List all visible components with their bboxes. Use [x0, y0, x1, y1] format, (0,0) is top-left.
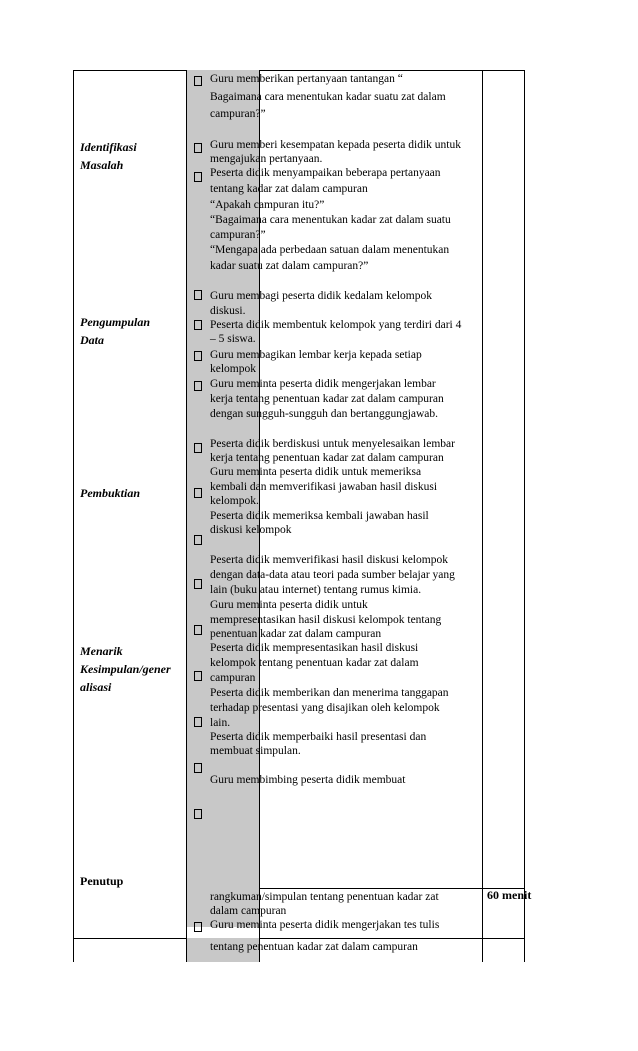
column-divider-3 [482, 70, 483, 962]
bullet-box-icon [194, 76, 202, 86]
text-line: kembali dan memverifikasi jawaban hasil diskusi [210, 481, 438, 493]
bullet-box-icon [194, 488, 202, 498]
phase-label: Data [80, 333, 104, 347]
text-line: Peserta didik mempresentasikan hasil diskusi [210, 642, 419, 654]
bullet-box-icon [194, 535, 202, 545]
text-line: Guru meminta peserta didik untuk [210, 599, 368, 611]
bullet-box-icon [194, 381, 202, 391]
text-line: lain (buku atau internet) tentang rumus kimia. [210, 584, 422, 596]
text-line: kerja tentang penentuan kadar zat dalam campuran [210, 393, 444, 405]
text-line: membuat simpulan. [210, 745, 301, 757]
time-allocation: 60 menit [487, 888, 532, 902]
text-line: Guru membagi peserta didik kedalam kelompok [210, 290, 432, 302]
row-divider-bottom [73, 938, 525, 939]
text-line: kelompok [210, 363, 256, 375]
phase-label: Menarik [80, 644, 123, 658]
text-line: Peserta didik menyampaikan beberapa pertanyaan [210, 167, 441, 179]
bullet-box-icon [194, 671, 202, 681]
bullet-box-icon [194, 763, 202, 773]
phase-label: Identifikasi [80, 140, 137, 154]
text-line: “Mengapa ada perbedaan satuan dalam menentukan [210, 244, 450, 256]
text-line: lain. [210, 717, 231, 729]
text-line: campuran?” [210, 229, 266, 241]
bullet-box-icon [194, 717, 202, 727]
text-line: dengan data-data atau teori pada sumber belajar yang [210, 569, 455, 581]
text-line: Guru meminta peserta didik mengerjakan tes tulis [210, 919, 440, 931]
bullet-box-icon [194, 625, 202, 635]
text-line: Peserta didik memeriksa kembali jawaban hasil [210, 510, 429, 522]
text-line: Guru meminta peserta didik untuk memeriksa [210, 466, 422, 478]
bullet-box-icon [194, 143, 202, 153]
text-line: “Apakah campuran itu?” [210, 199, 325, 211]
text-line: Peserta didik memberikan dan menerima tanggapan [210, 687, 449, 699]
table-border-left [73, 70, 74, 962]
text-line: tentang kadar zat dalam campuran [210, 183, 368, 195]
text-line: Peserta didik berdiskusi untuk menyelesaikan lembar [210, 438, 455, 450]
phase-menarik [80, 642, 171, 696]
text-line: kelompok tentang penentuan kadar zat dalam [210, 657, 419, 669]
text-line: dengan sungguh-sungguh dan bertanggungjawab. [210, 408, 439, 420]
text-line: Peserta didik memverifikasi hasil diskusi kelompok [210, 554, 448, 566]
text-line: penentuan kadar zat dalam campuran [210, 628, 382, 640]
phase-pengumpulan [80, 313, 150, 349]
bullet-box-icon [194, 579, 202, 589]
text-line: kadar suatu zat dalam campuran?” [210, 260, 369, 272]
table-border-top [73, 70, 525, 71]
phase-label: Pengumpulan [80, 315, 151, 329]
text-line: – 5 siswa. [210, 333, 256, 345]
phase-penutup: Penutup [80, 874, 124, 888]
bullet-box-icon [194, 443, 202, 453]
text-line: Guru membimbing peserta didik membuat [210, 774, 406, 786]
phase-identifikasi [80, 138, 137, 174]
text-line: diskusi kelompok [210, 524, 292, 536]
text-line: “Bagaimana cara menentukan kadar zat dalam suatu [210, 214, 451, 226]
text-line: terhadap presentasi yang disajikan oleh kelompok [210, 702, 440, 714]
text-line: Peserta didik membentuk kelompok yang terdiri dari 4 [210, 319, 462, 331]
text-line: campuran [210, 672, 256, 684]
text-line: kerja tentang penentuan kadar zat dalam campuran [210, 452, 444, 464]
phase-label: Kesimpulan/gener [80, 662, 171, 676]
text-line: Bagaimana cara menentukan kadar suatu zat dalam [210, 91, 446, 103]
text-line: kelompok. [210, 495, 259, 507]
text-line: mempresentasikan hasil diskusi kelompok tentang [210, 614, 442, 626]
bullet-box-icon [194, 290, 202, 300]
phase-label: alisasi [80, 680, 112, 694]
bullet-box-icon [194, 320, 202, 330]
text-line: Guru membagikan lembar kerja kepada setiap [210, 349, 422, 361]
text-line: mengajukan pertanyaan. [210, 153, 323, 165]
text-line: Guru meminta peserta didik mengerjakan lembar [210, 378, 436, 390]
bullet-box-icon [194, 922, 202, 932]
bullet-box-icon [194, 351, 202, 361]
phase-label: Masalah [80, 158, 124, 172]
phase-pembuktian: Pembuktian [80, 486, 141, 500]
bullet-box-icon [194, 172, 202, 182]
bullet-box-icon [194, 809, 202, 819]
text-line: campuran?” [210, 108, 266, 120]
table-border-right [524, 70, 525, 962]
text-line: diskusi. [210, 305, 246, 317]
text-line: Guru memberi kesempatan kepada peserta didik untuk [210, 139, 462, 151]
text-line: dalam campuran [210, 905, 287, 917]
text-line: tentang penentuan kadar zat dalam campuran [210, 941, 418, 953]
text-line: Peserta didik memperbaiki hasil presentasi dan [210, 731, 427, 743]
text-line: rangkuman/simpulan tentang penentuan kadar zat [210, 891, 439, 903]
text-line: Guru memberikan pertanyaan tantangan “ [210, 73, 403, 85]
